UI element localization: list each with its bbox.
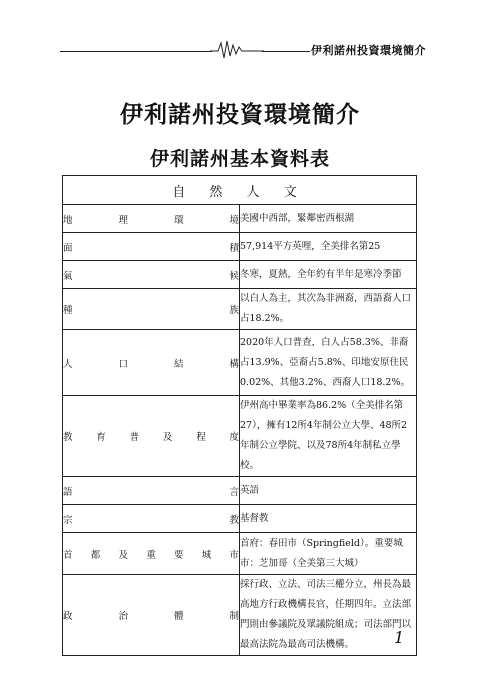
row-value: 基督教 <box>240 505 417 533</box>
header-rule-left <box>60 51 212 52</box>
row-label-text: 面 積 <box>63 242 239 254</box>
row-label <box>63 533 240 575</box>
row-value: 57,914平方英哩，全美排名第25 <box>240 233 417 261</box>
row-value: 2020年人口普查，白人占58.3%、非裔占13.9%、亞裔占5.8%、印地安原住民0.02%、其他3.2%、西裔人口18.2%。 <box>240 330 417 396</box>
basic-info-table <box>62 175 417 656</box>
row-value: 冬寒，夏熱，全年約有半年是寒冷季節 <box>240 261 417 289</box>
row-label <box>63 575 240 656</box>
row-label <box>63 396 240 477</box>
row-label-text: 宗 教 <box>63 514 239 526</box>
row-label-text: 氣 候 <box>63 270 239 282</box>
page-number: 1 <box>394 628 405 647</box>
row-value: 首府：春田市（Springfield）。重要城市：芝加哥（全美第三大城） <box>240 533 417 575</box>
table-row <box>63 575 417 656</box>
table-section-row <box>63 176 417 205</box>
row-label <box>63 330 240 396</box>
row-value: 美國中西部，緊鄰密西根湖 <box>240 205 417 233</box>
table-row <box>63 233 417 261</box>
table-row <box>63 533 417 575</box>
row-label-text: 政 治 體 制 <box>63 611 239 622</box>
table-row <box>63 205 417 233</box>
table-row <box>63 289 417 330</box>
table-row <box>63 477 417 505</box>
row-label-text: 人 口 結 構 <box>63 358 239 370</box>
table-row <box>63 261 417 289</box>
running-header-title: 伊利諾州投資環境簡介 <box>311 44 426 57</box>
table-row <box>63 396 417 477</box>
header-rule-right <box>262 51 310 52</box>
section-heading: 自 然 人 文 <box>63 176 417 205</box>
row-value: 英語 <box>240 477 417 505</box>
table-row <box>63 330 417 396</box>
row-label-text: 首 都 及 重 要 城 市 <box>63 549 239 561</box>
row-label-text: 教 育 普 及 程 度 <box>63 432 239 443</box>
row-label-text: 地 理 環 境 <box>63 214 239 226</box>
row-value: 採行政、立法、司法三權分立，州長為最高地方行政機構長官，任期四年。立法部門則由參議院及眾議院組成；司法部門以最高法院為最高司法機構。 <box>240 575 417 656</box>
row-label <box>63 261 240 289</box>
row-value: 以白人為主，其次為非洲裔，西語裔人口占18.2%。 <box>240 289 417 330</box>
row-label <box>63 233 240 261</box>
row-value: 伊州高中畢業率為86.2%（全美排名第27），擁有12所4年制公立大學、48所2年制公立學院、以及78所4年制私立學校。 <box>240 396 417 477</box>
row-label <box>63 477 240 505</box>
table-row <box>63 505 417 533</box>
main-title: 伊利諾州投資環境簡介 <box>120 102 360 128</box>
row-label <box>63 505 240 533</box>
row-label <box>63 205 240 233</box>
row-label <box>63 289 240 330</box>
heartbeat-pulse-icon <box>210 38 264 60</box>
sub-title: 伊利諾州基本資料表 <box>149 148 330 170</box>
row-label-text: 種 族 <box>63 305 239 316</box>
table-body <box>63 205 417 656</box>
row-label-text: 語 言 <box>63 486 239 498</box>
